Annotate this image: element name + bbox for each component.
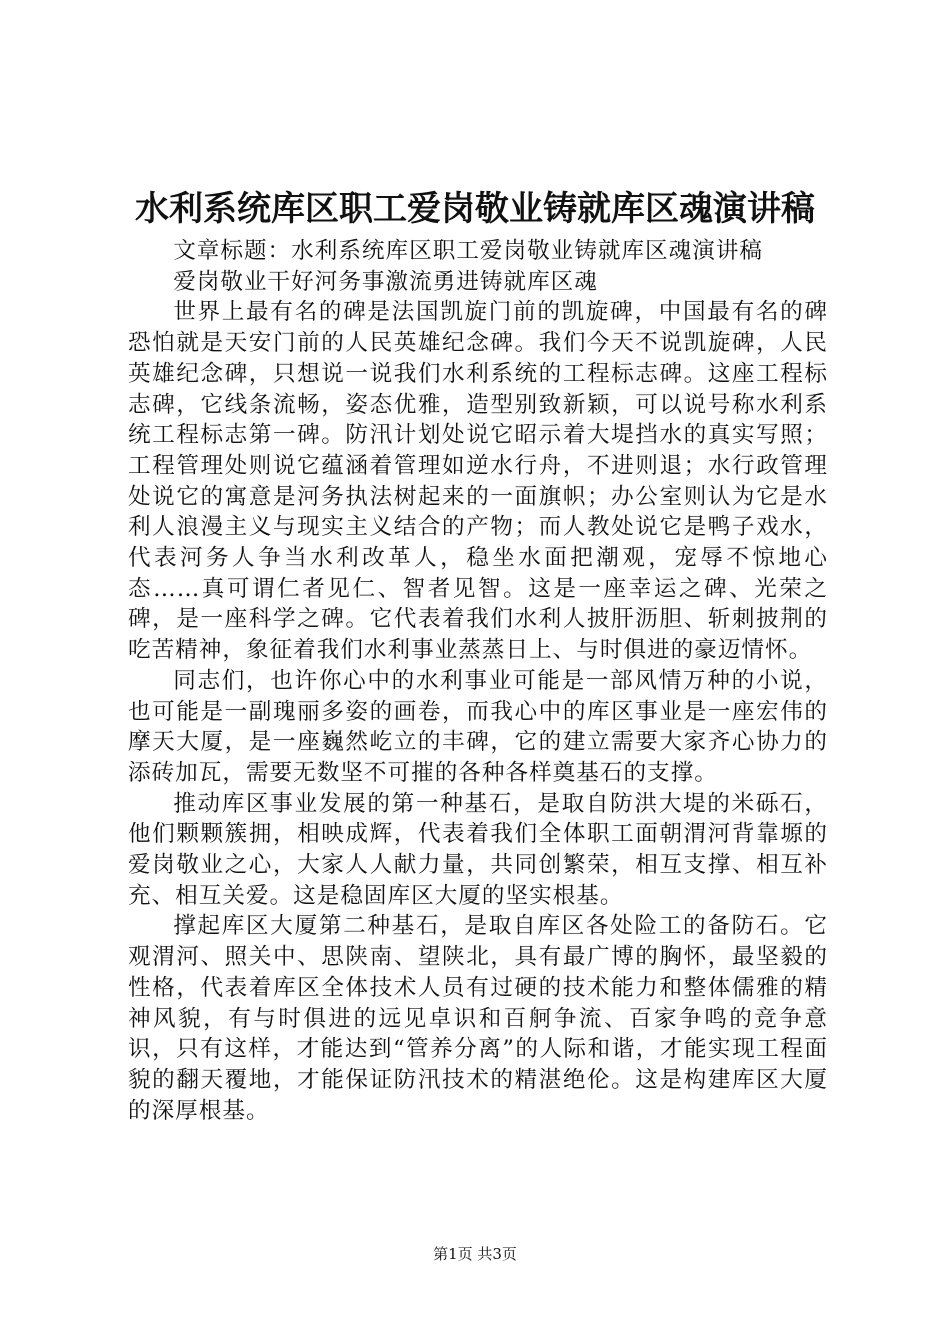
subtitle-line: 爱岗敬业干好河务事激流勇进铸就库区魂: [173, 268, 598, 295]
body-paragraph: 同志们，也许你心中的水利事业可能是一部风情万种的小说，也可能是一副瑰丽多姿的画卷，而我心中的库区事业是一座宏伟的摩天大厦，是一座巍然屹立的丰碑，它的建立需要大家齐心协力的添砖加瓦，需要无数坚不可摧的各种各样奠基石的支撑。: [128, 667, 828, 786]
body-paragraph: 撑起库区大厦第二种基石，是取自库区各处险工的备防石。它观渭河、照关中、思陕南、望陕北，具有最广博的胸怀，最坚毅的性格，代表着库区全体技术人员有过硬的技术能力和整体儒雅的精神风貌，有与时俱进的远见卓识和百舸争流、百家争鸣的竞争意识，只有这样，才能达到“管养分离”的人际和谐，才能实现工程面貌的翻天覆地，才能保证防汛技术的精湛绝伦。这是构建库区大厦的深厚根基。: [128, 913, 828, 1124]
document-title: 水利系统库区职工爱岗敬业铸就库区魂演讲稿: [135, 189, 815, 229]
body-paragraph: 世界上最有名的碑是法国凯旋门前的凯旋碑，中国最有名的碑恐怕就是天安门前的人民英雄纪念碑。我们今天不说凯旋碑，人民英雄纪念碑，只想说一说我们水利系统的工程标志碑。这座工程标志碑，它线条流畅，姿态优雅，造型别致新颖，可以说号称水利系统工程标志第一碑。防汛计划处说它昭示着大堤挡水的真实写照；工程管理处则说它蕴涵着管理如逆水行舟，不进则退；水行政管理处说它的寓意是河务执法树起来的一面旗帜；办公室则认为它是水利人浪漫主义与现实主义结合的产物；而人教处说它是鸭子戏水，代表河务人争当水利改革人，稳坐水面把潮观，宠辱不惊地心态……真可谓仁者见仁、智者见智。这是一座幸运之碑、光荣之碑，是一座科学之碑。它代表着我们水利人披肝沥胆、斩刺披荆的吃苦精神，象征着我们水利事业蒸蒸日上、与时俱进的豪迈情怀。: [128, 299, 828, 664]
document-body: [128, 236, 828, 1126]
page-footer: 第1页 共3页: [433, 1245, 517, 1263]
article-title-line: 文章标题：水利系统库区职工爱岗敬业铸就库区魂演讲稿: [173, 238, 764, 264]
body-paragraph: 推动库区事业发展的第一种基石，是取自防洪大堤的米砾石，他们颗颗簇拥，相映成辉，代表着我们全体职工面朝渭河背靠塬的爱岗敬业之心，大家人人献力量，共同创繁荣，相互支撑、相互补充、相互关爱。这是稳固库区大厦的坚实根基。: [128, 790, 828, 909]
